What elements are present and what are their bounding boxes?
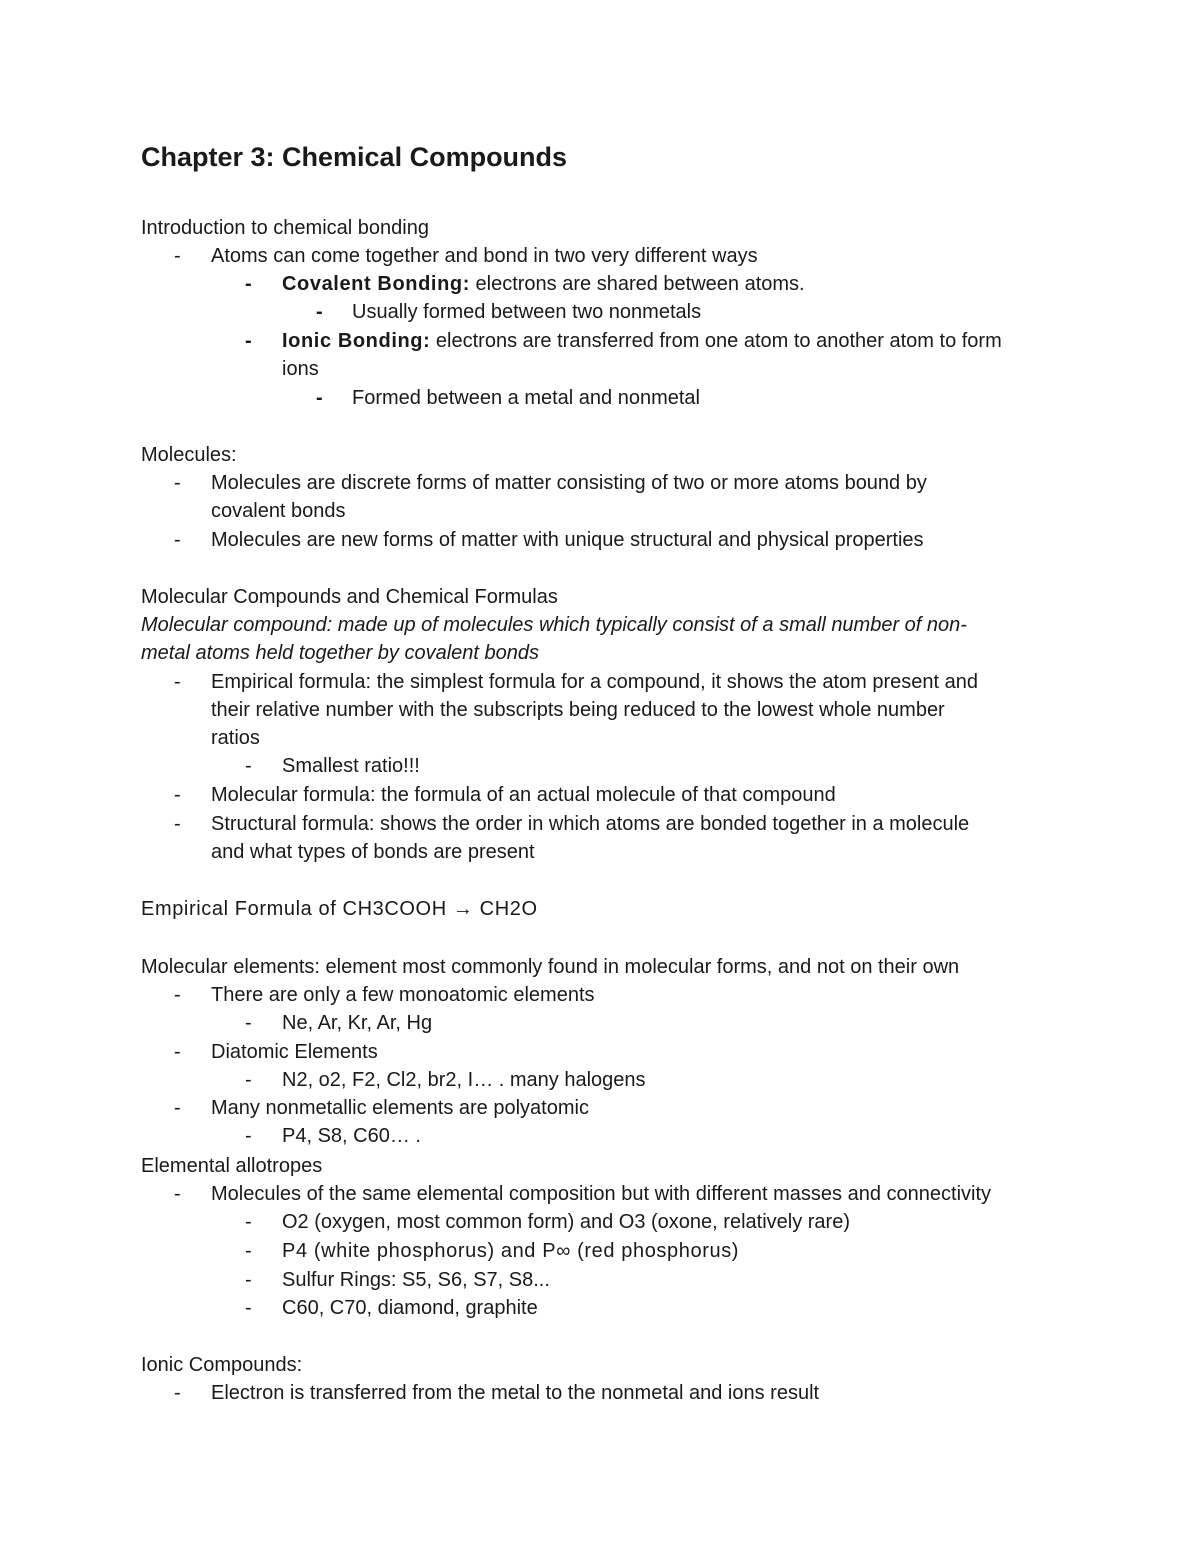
bullet-dash: - [174, 813, 181, 835]
bullet-dash: - [174, 984, 181, 1006]
molecular-formula-item: Molecular formula: the formula of an actual molecule of that compound [211, 784, 836, 806]
ionic-bonding-item-cont: ions [282, 358, 319, 380]
empirical-subitem: Smallest ratio!!! [282, 755, 420, 777]
molecules-heading: Molecules: [141, 444, 237, 466]
polyatomic-item: Many nonmetallic elements are polyatomic [211, 1097, 589, 1119]
bullet-dash: - [174, 671, 181, 693]
covalent-term: Covalent Bonding: [282, 273, 470, 295]
ionic-bonding-item [282, 327, 1002, 355]
bullet-dash: - [245, 1240, 252, 1262]
empirical-formula-item: Empirical formula: the simplest formula for a compound, it shows the atom present and [211, 671, 979, 693]
monoatomic-item: There are only a few monoatomic elements [211, 984, 595, 1006]
monoatomic-subitem: Ne, Ar, Kr, Ar, Hg [282, 1012, 433, 1034]
bullet-dash: - [245, 1069, 252, 1091]
allotropes-subitem-oxygen: O2 (oxygen, most common form) and O3 (oxone, relatively rare) [282, 1211, 850, 1233]
bullet-dash: - [245, 1211, 252, 1233]
intro-item-1: Atoms can come together and bond in two very different ways [211, 245, 758, 267]
structural-formula-item: Structural formula: shows the order in which atoms are bonded together in a molecule [211, 813, 970, 835]
empirical-formula-example: Empirical Formula of CH3COOH → CH2O [141, 898, 538, 920]
bullet-dash: - [174, 529, 181, 551]
allotropes-subitem-sulfur: Sulfur Rings: S5, S6, S7, S8... [282, 1269, 550, 1291]
ionic-compounds-heading: Ionic Compounds: [141, 1354, 303, 1376]
ionic-text: electrons are transferred from one atom to another atom to form [430, 330, 1002, 352]
diatomic-subitem: N2, o2, F2, Cl2, br2, I… . many halogens [282, 1069, 646, 1091]
bullet-dash: - [245, 273, 252, 295]
molecules-item-1-cont: covalent bonds [211, 500, 346, 522]
bullet-dash: - [174, 1041, 181, 1063]
bullet-dash: - [174, 1183, 181, 1205]
bullet-dash: - [245, 1297, 252, 1319]
allotropes-subitem-phosphorus: P4 (white phosphorus) and P∞ (red phosphorus) [282, 1240, 740, 1262]
allotropes-heading: Elemental allotropes [141, 1155, 323, 1177]
bullet-dash: - [316, 387, 323, 409]
molecular-elements-heading: Molecular elements: element most commonly found in molecular forms, and not on their own [141, 956, 960, 978]
molecules-item-2: Molecules are new forms of matter with unique structural and physical properties [211, 529, 924, 551]
diatomic-item: Diatomic Elements [211, 1041, 378, 1063]
empirical-formula-item-cont: their relative number with the subscripts being reduced to the lowest whole number [211, 699, 945, 721]
empirical-formula-item-cont: ratios [211, 727, 260, 749]
bullet-dash: - [245, 1269, 252, 1291]
structural-formula-item-cont: and what types of bonds are present [211, 841, 535, 863]
ionic-subitem: Formed between a metal and nonmetal [352, 387, 700, 409]
covalent-text: electrons are shared between atoms. [469, 273, 805, 295]
allotropes-item: Molecules of the same elemental composition but with different masses and connectivity [211, 1183, 992, 1205]
allotropes-subitem-carbon: C60, C70, diamond, graphite [282, 1297, 538, 1319]
covalent-bonding-item [282, 270, 805, 298]
polyatomic-subitem: P4, S8, C60… . [282, 1125, 421, 1147]
ionic-compounds-item: Electron is transferred from the metal to the nonmetal and ions result [211, 1382, 820, 1404]
bullet-dash: - [174, 472, 181, 494]
bullet-dash: - [174, 784, 181, 806]
covalent-subitem: Usually formed between two nonmetals [352, 301, 702, 323]
intro-heading: Introduction to chemical bonding [141, 217, 429, 239]
bullet-dash: - [316, 301, 323, 323]
bullet-dash: - [245, 755, 252, 777]
molecular-compound-definition-cont: metal atoms held together by covalent bonds [141, 642, 540, 664]
ionic-term: Ionic Bonding: [282, 330, 431, 352]
formulas-heading: Molecular Compounds and Chemical Formulas [141, 586, 558, 608]
bullet-dash: - [245, 1125, 252, 1147]
bullet-dash: - [245, 1012, 252, 1034]
molecules-item-1: Molecules are discrete forms of matter consisting of two or more atoms bound by [211, 472, 927, 494]
bullet-dash: - [245, 330, 252, 352]
bullet-dash: - [174, 245, 181, 267]
molecular-compound-definition: Molecular compound: made up of molecules which typically consist of a small number of non- [141, 614, 967, 636]
bullet-dash: - [174, 1382, 181, 1404]
chapter-title: Chapter 3: Chemical Compounds [141, 142, 568, 172]
bullet-dash: - [174, 1097, 181, 1119]
